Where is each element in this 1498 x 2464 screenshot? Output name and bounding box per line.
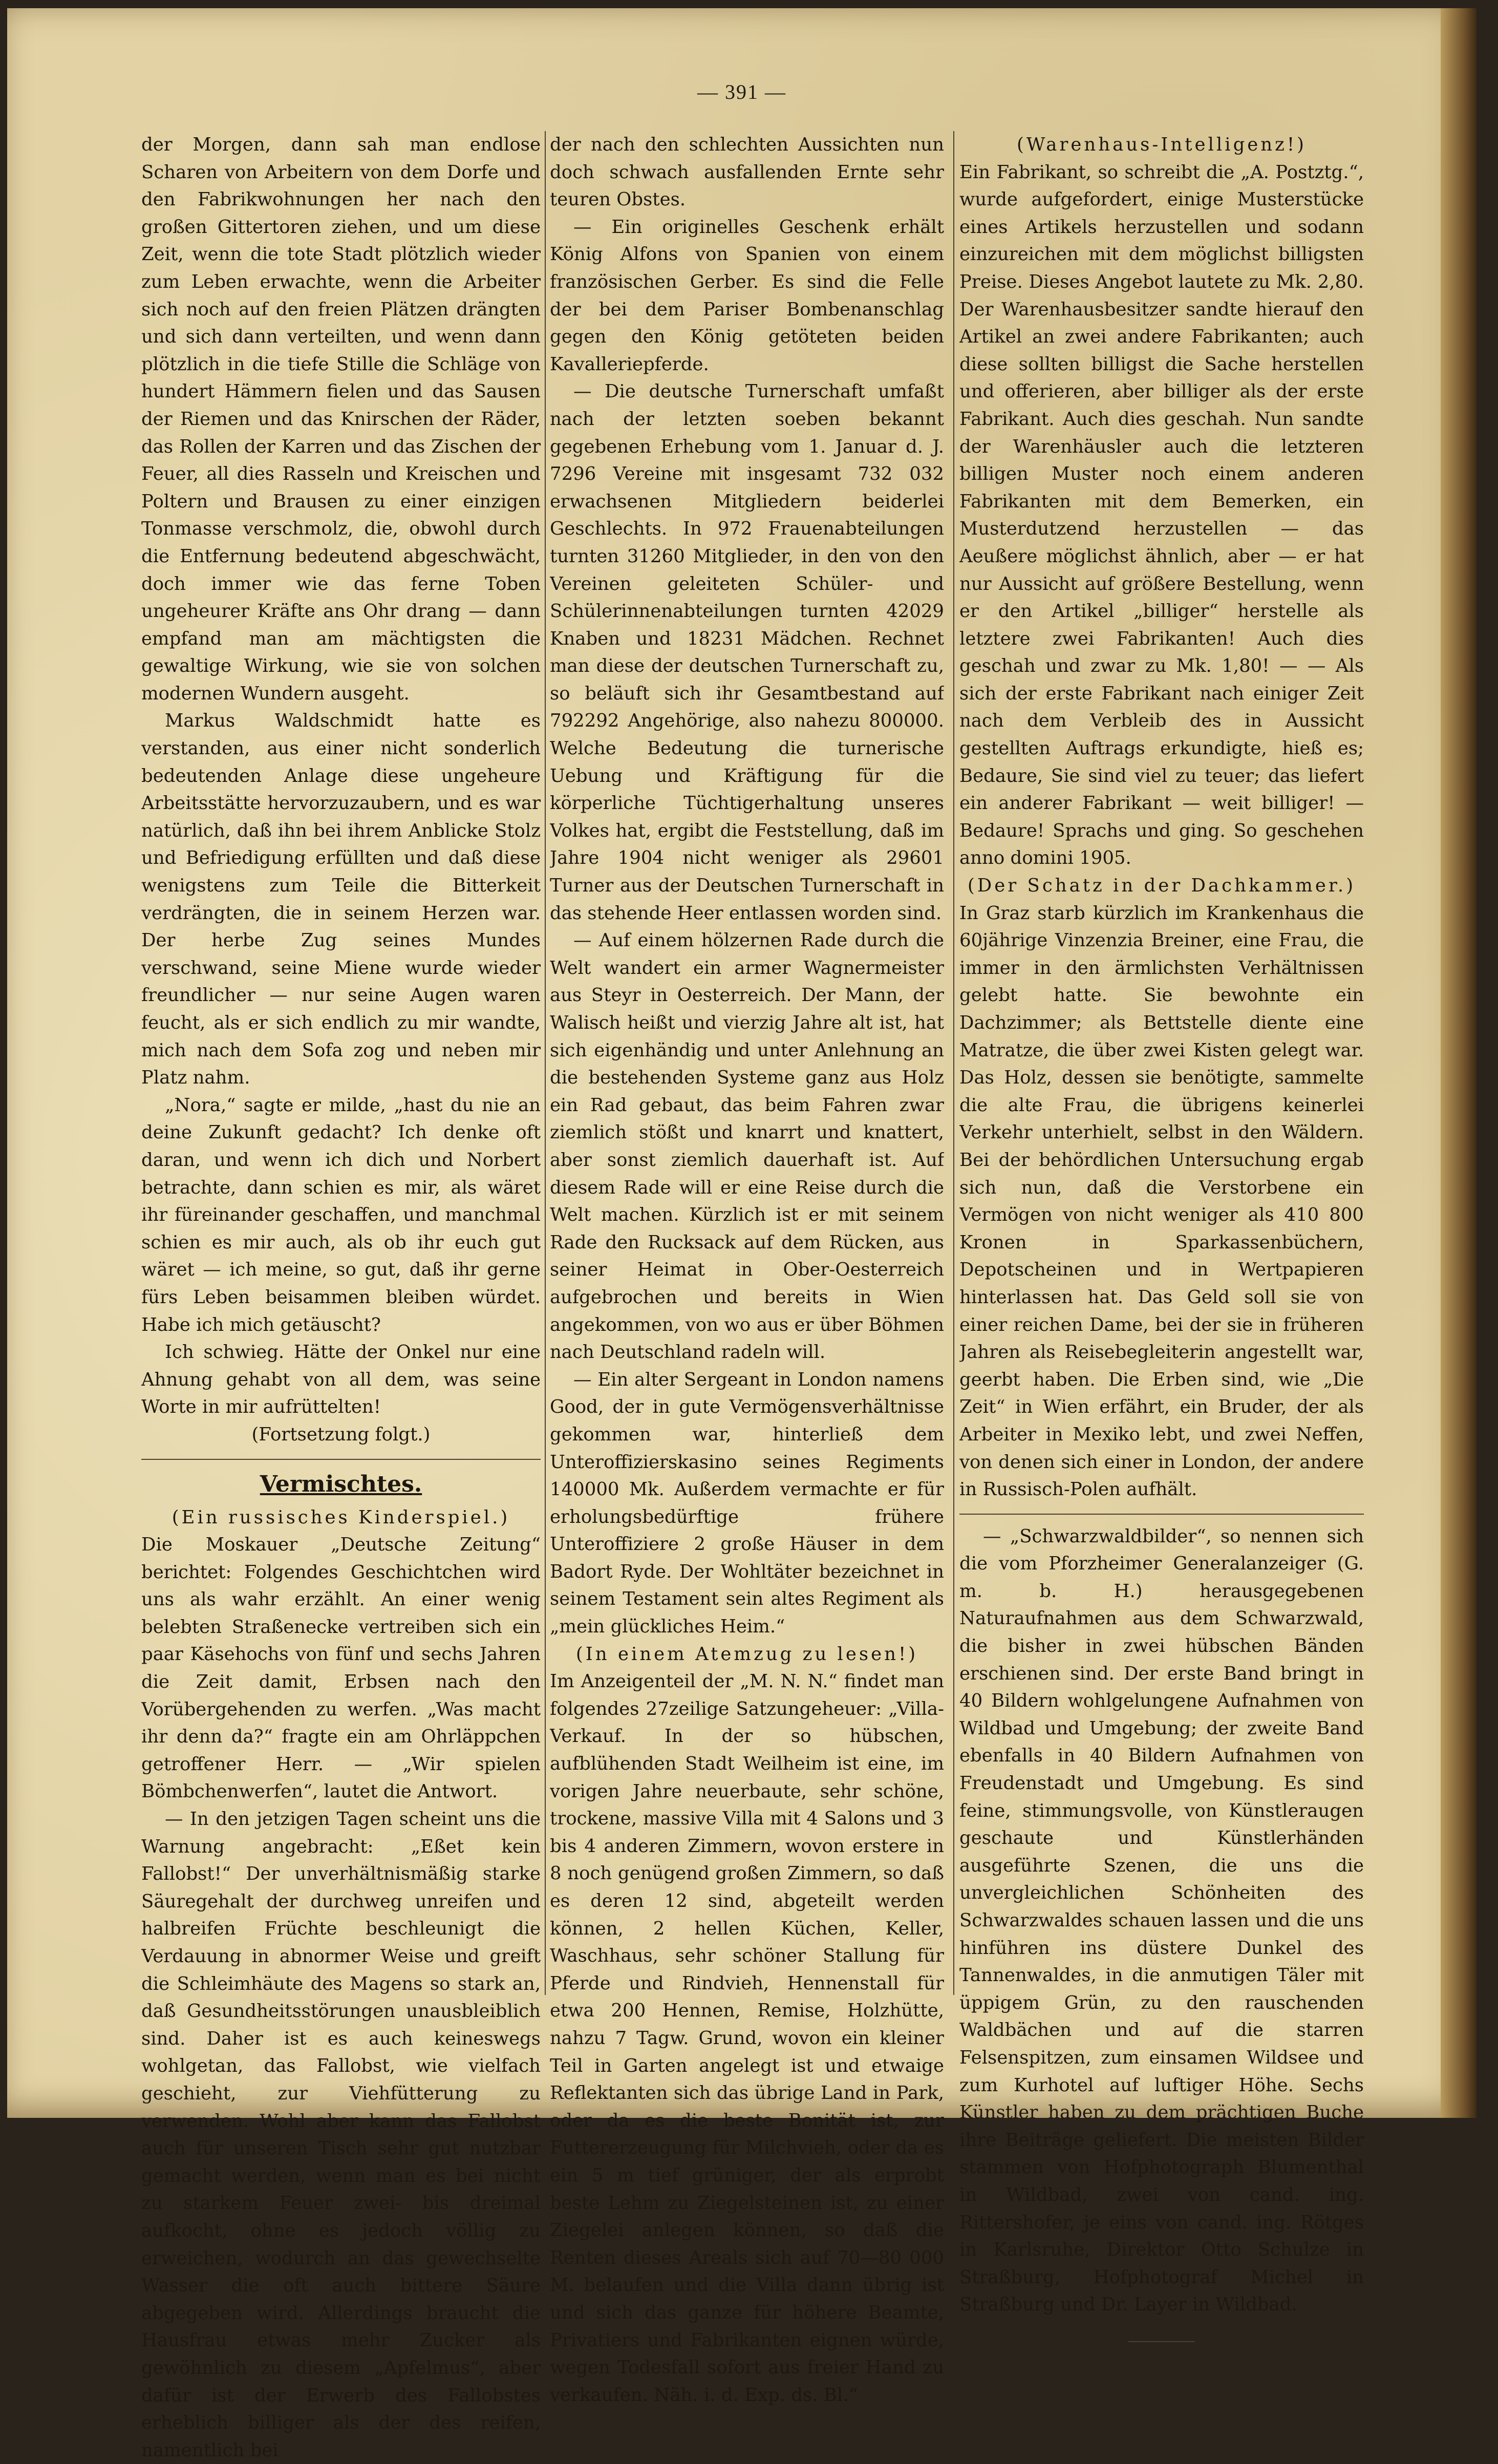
continued-note: (Fortsetzung folgt.) <box>251 1424 431 1445</box>
article-title: (In einem Atemzug zu lesen!) <box>575 1643 918 1665</box>
section-divider <box>141 1459 541 1460</box>
column-2 <box>550 131 944 2409</box>
article-paragraph: — „Schwarzwaldbilder“, so nennen sich die vom Pforzheimer Generalanzeiger (G. m. b. H.) herausgegebenen Naturaufnahmen aus dem Schwarzwald, die bisher in zwei hübschen Bänden erschienen sind. Der erste Band bringt in 40 Bildern wohlgelungene Aufnahmen von Wildbad und Umgebung; der zweite Band ebenfalls in 40 Bildern Aufnahmen von Freudenstadt und Umgebung. Es sind feine, stimmungsvolle, von Künstleraugen geschaute und Künstlerhänden ausgeführte Szenen, die uns die unvergleichlichen Schönheiten des Schwarzwaldes schauen lassen und die uns hinführen ins düstere Dunkel des Tannenwaldes, in die anmutigen Täler mit üppigem Grün, zu den rauschenden Waldbächen und auf die starren Felsenspitzen, zum einsamen Wildsee und zum Kurhotel auf luftiger Höhe. Sechs Künstler haben zu dem prächtigen Buche ihre Beiträge geliefert. Die meisten Bilder stammen von Hofphotograph Blumenthal in Wildbad, zwei von cand. ing. Rittershofer, je eins von cand. ing. Rötges in Karlsruhe, Direktor Otto Schulze in Straßburg, Hofphotograf Michel in Straßburg und Dr. Layer in Wildbad. <box>959 1525 1364 2316</box>
article-paragraph: — Die deutsche Turnerschaft umfaßt nach der letzten soeben bekannt gegebenen Erhebung vom 1. Januar d. J. 7296 Vereine mit insgesamt 732 032 erwachsenen Mitgliedern beiderlei Geschlechts. In 972 Frauenabteilungen turnten 31260 Mitglieder, in den von den Vereinen geleiteten Schüler- und Schülerinnenabteilungen turnten 42029 Knaben und 18231 Mädchen. Rechnet man diese der deutschen Turnerschaft zu, so beläuft sich ihr Gesamtbestand auf 792292 Angehörige, also nahezu 800000. Welche Bedeutung die turnerische Uebung und Kräftigung für die körperliche Tüchtigerhaltung unseres Volkes hat, ergibt die Feststellung, daß im Jahre 1904 nicht weniger als 29601 Turner aus der Deutschen Turnerschaft in das stehende Heer entlassen worden sind. <box>550 381 944 924</box>
column-divider <box>953 131 954 1995</box>
novel-paragraph: „Nora,“ sagte er milde, „hast du nie an deine Zukunft gedacht? Ich denke oft daran, und wenn ich dich und Norbert betrachte, dann schien es mir, als wäret ihr füreinander geschaffen, und manchmal schien es mir auch, als ob ihr euch gut wäret — ich meine, so gut, daß ihr gerne fürs Leben beisammen bleiben würdet. Habe ich mich getäuscht? <box>141 1094 541 1335</box>
article-paragraph: — Ein alter Sergeant in London namens Good, der in gute Vermögensverhältnisse gekommen war, hinterließ dem Unteroffizierskasino seines Regiments 140000 Mk. Außerdem vermachte er für erholungsbedürftige frühere Unteroffiziere 2 große Häuser in dem Badort Ryde. Der Wohltäter bezeichnet in seinem Testament sein altes Regiment als „mein glückliches Heim.“ <box>550 1369 944 1638</box>
article-paragraph: — Ein originelles Geschenk erhält König Alfons von Spanien von einem französischen Gerber. Es sind die Felle der bei dem Pariser Bombenanschlag gegen den König getöteten beiden Kavalleriepferde. <box>550 216 944 375</box>
article-paragraph: der nach den schlechten Aussichten nun doch schwach ausfallenden Ernte sehr teuren Obstes. <box>550 134 944 210</box>
column-3 <box>959 131 1364 2342</box>
article-paragraph: Die Moskauer „Deutsche Zeitung“ berichtet: Folgendes Geschichtchen wird uns als wahr erzählt. An einer wenig belebten Straßenecke vertreiben sich ein paar Käsehochs von fünf und sechs Jahren die Zeit damit, Erbsen nach den Vorübergehenden zu werfen. „Was macht ihr denn da?“ fragte ein am Ohrläppchen getroffener Herr. — „Wir spielen Bömbchenwerfen“, lautet die Antwort. <box>141 1534 541 1802</box>
section-divider <box>959 1514 1364 1515</box>
column-divider <box>545 131 546 1995</box>
article-title: (Warenhaus-Intelligenz!) <box>1016 134 1307 155</box>
article-title: (Ein russisches Kinderspiel.) <box>172 1506 510 1528</box>
book-spine <box>1441 8 1476 2118</box>
section-heading: Vermischtes. <box>260 1471 422 1497</box>
article-paragraph: Ein Fabrikant, so schreibt die „A. Postztg.“, wurde aufgefordert, einige Musterstücke eines Artikels herzustellen und sodann einzureichen mit dem möglichst billigsten Preise. Dieses Angebot lautete zu Mk. 2,80. Der Warenhausbesitzer sandte hierauf den Artikel an zwei andere Fabrikanten; auch diese sollten billigst die Sache herstellen und offerieren, aber billiger als der erste Fabrikant. Auch dies geschah. Nun sandte der Warenhäusler auch die letzteren billigen Muster noch einem anderen Fabrikanten mit dem Bemerken, ein Musterdutzend herzustellen — das Aeußere möglichst ähnlich, aber — er hat nur Aussicht auf größere Bestellung, wenn er den Artikel „billiger“ herstelle als letztere zwei Fabrikanten! Auch dies geschah und zwar zu Mk. 1,80! — — Als sich der erste Fabrikant nach einiger Zeit nach dem Verbleib des in Aussicht gestellten Auftrags erkundigte, hieß es; Bedaure, Sie sind viel zu teuer; das liefert ein anderer Fabrikant — weit billiger! — Bedaure! Sprachs und ging. So geschehen anno domini 1905. <box>959 161 1364 869</box>
article-paragraph: — Auf einem hölzernen Rade durch die Welt wandert ein armer Wagnermeister aus Steyr in Oesterreich. Der Mann, der Walisch heißt und vierzig Jahre alt ist, hat sich eigenhändig und unter Anlehnung an die bestehenden Systeme ganz aus Holz ein Rad gebaut, das beim Fahren zwar ziemlich stößt und knarrt und knattert, aber sonst ziemlich dauerhaft ist. Auf diesem Rade will er eine Reise durch die Welt machen. Kürzlich ist er mit seinem Rade den Rucksack auf dem Rücken, aus seiner Heimat in Ober-Oesterreich aufgebrochen und bereits in Wien angekommen, von wo aus er über Böhmen nach Deutschland radeln will. <box>550 930 944 1363</box>
article-paragraph: In Graz starb kürzlich im Krankenhaus die 60jährige Vinzenzia Breiner, eine Frau, die immer in den ärmlichsten Verhältnissen gelebt hatte. Sie bewohnte ein Dachzimmer; als Bettstelle diente eine Matratze, die über zwei Kisten gelegt war. Das Holz, dessen sie benötigte, sammelte die alte Frau, die übrigens keinerlei Verkehr unterhielt, selbst in den Wäldern. Bei der behördlichen Untersuchung ergab sich nun, daß die Verstorbene ein Vermögen von nicht weniger als 410 800 Kronen in Sparkassenbüchern, Depotscheinen und in Wertpapieren hinterlassen hat. Das Geld soll sie von einer reichen Dame, bei der sie in früheren Jahren als Reisebegleiterin angestellt war, geerbt haben. Die Erben sind, wie „Die Zeit“ in Wien erfährt, ein Bruder, der als Arbeiter in Mexiko lebt, und zwei Neffen, von denen sich einer in London, der andere in Russisch-Polen aufhält. <box>959 902 1364 1500</box>
article-paragraph: — In den jetzigen Tagen scheint uns die Warnung angebracht: „Eßet kein Fallobst!“ Der unverhältnismäßig starke Säuregehalt der durchweg unreifen und halbreifen Früchte beschleunigt die Verdauung in abnormer Weise und greift die Schleimhäute des Magens so stark an, daß Gesundheitsstörungen unausbleiblich sind. Daher ist es auch keineswegs wohlgetan, das Fallobst, wie vielfach geschieht, zur Viehfütterung zu verwenden. Wohl aber kann das Fallobst auch für unseren Tisch sehr gut nutzbar gemacht werden, wenn man es bei nicht zu starkem Feuer zwei- bis dreimal aufkocht, ohne es jedoch völlig zu erweichen, wodurch an das gewechselte Wasser die oft auch bittere Säure abgegeben wird. Allerdings braucht die Hausfrau etwas mehr Zucker als gewöhnlich zu diesem „Apfelmus“, aber dafür ist der Erwerb des Fallobstes erheblich billiger als der des reifen, namentlich bei <box>141 1809 541 2461</box>
column-1 <box>141 131 541 2464</box>
end-rule <box>1128 2341 1195 2342</box>
newspaper-page <box>7 8 1476 2461</box>
novel-paragraph: der Morgen, dann sah man endlose Scharen von Arbeitern von dem Dorfe und den Fabrikwohnungen her nach den großen Gittertoren ziehen, und um diese Zeit, wenn die tote Stadt plötzlich wieder zum Leben erwachte, wenn die Arbeiter sich noch auf den freien Plätzen drängten und sich dann verteilten, und wenn dann plötzlich in die tiefe Stille die Schläge von hundert Hämmern fielen und das Sausen der Riemen und das Knirschen der Räder, das Rollen der Karren und das Zischen der Feuer, all dies Rasseln und Kreischen und Poltern und Brausen zu einer einzigen Tonmasse verschmolz, die, obwohl durch die Entfernung bedeutend abgeschwächt, doch immer wie das ferne Toben ungeheurer Kräfte ans Ohr drang — dann empfand man am mächtigsten die gewaltige Wirkung, wie sie von solchen modernen Wundern ausgeht. <box>141 134 541 704</box>
novel-paragraph: Ich schwieg. Hätte der Onkel nur eine Ahnung gehabt von all dem, was seine Worte in mir aufrüttelten! <box>141 1342 541 1418</box>
novel-paragraph: Markus Waldschmidt hatte es verstanden, aus einer nicht sonderlich bedeutenden Anlage diese ungeheure Arbeitsstätte hervorzuzaubern, und es war natürlich, daß ihn bei ihrem Anblicke Stolz und Befriedigung erfüllten und daß diese wenigstens zum Teile die Bitterkeit verdrängten, die in seinem Herzen war. Der herbe Zug seines Mundes verschwand, seine Miene wurde wieder freundlicher — nur seine Augen waren feucht, als er sich endlich zu mir wandte, mich nach dem Sofa zog und neben mir Platz nahm. <box>141 710 541 1089</box>
page-number: — 391 — <box>697 80 786 103</box>
article-title: (Der Schatz in der Dachkammer.) <box>967 875 1356 897</box>
article-paragraph: Im Anzeigenteil der „M. N. N.“ findet man folgendes 27zeilige Satzungeheuer: „Villa-Verkauf. In der so hübschen, aufblühenden Stadt Weilheim ist eine, im vorigen Jahre neuerbaute, sehr schöne, trockene, massive Villa mit 4 Salons und 3 bis 4 anderen Zimmern, wovon erstere in 8 noch genügend großen Zimmern, so daß es deren 12 sind, abgeteilt werden können, 2 hellen Küchen, Keller, Waschhaus, sehr schöner Stallung für Pferde und Rindvieh, Hennenstall für etwa 200 Hennen, Remise, Holzhütte, nahzu 7 Tagw. Grund, wovon ein kleiner Teil in Garten angelegt ist und etwaige Reflektanten sich das übrige Land in Park, oder da es die beste Bonität ist, zur Futtererzeugung für Milchvieh, oder da es ein 5 m tief grüniger, der als erprobt beste Lehm zu Ziegelsteinen ist, zu einer Ziegelei anlegen können, so daß die Renten dieses Areals sich auf 70—80 000 M. belaufen und die Villa dann übrig ist und sich das ganze für höhere Beamte, Privatiers und Fabrikanten eignen würde, wegen Todesfall sofort aus freier Hand zu verkaufen. Näh. i. d. Exp. ds. Bl.“ <box>550 1671 944 2406</box>
